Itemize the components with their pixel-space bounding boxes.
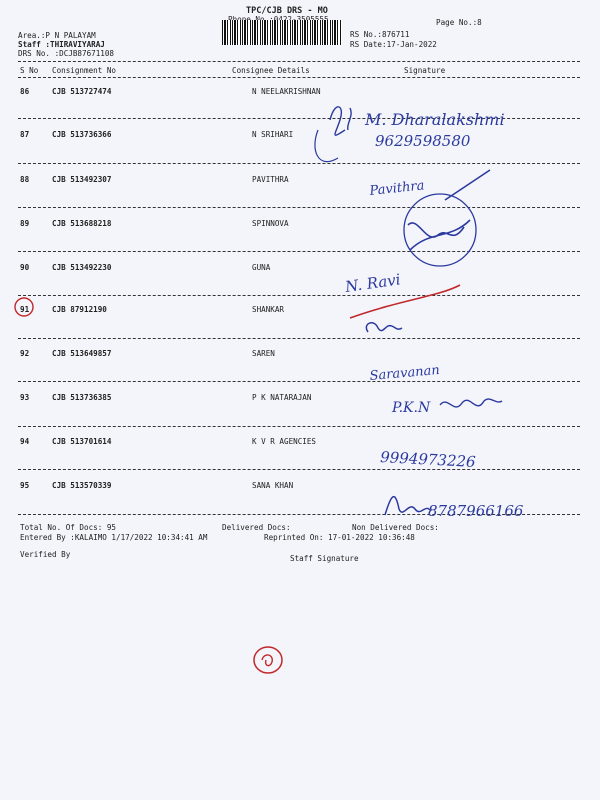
phone-95-text: 8787966166 [428,502,524,520]
signature-90-text: N. Ravi [344,270,402,296]
handwritten-scribble-87 [315,130,338,162]
rs-date: RS Date:17-Jan-2022 [350,40,437,49]
phone-94-text: 9994973226 [379,448,477,471]
red-mark-inner [262,655,272,666]
signature-93-text: P.K.N [392,400,431,416]
row-sno: 95 [20,481,30,490]
total-docs: Total No. Of Docs: 95 [20,523,117,532]
row-consignee: SANA KHAN [252,481,294,490]
row-consignee: N NEELAKRISHNAN [252,87,321,96]
handwritten-stroke-93 [440,399,502,407]
page-number: Page No.:8 [436,18,482,27]
staff-signature: Staff Signature [290,554,359,563]
row-sno: 94 [20,437,30,446]
row-consignment: CJB 513736366 [52,130,112,139]
column-signature: Signature [404,66,446,75]
row-consignment: CJB 87912190 [52,305,107,314]
row-consignee: P K NATARAJAN [252,393,312,402]
row-sno: 93 [20,393,30,402]
document-title: TPC/CJB DRS - MO [246,6,328,16]
row-sno: 88 [20,175,30,184]
row-consignee: K V R AGENCIES [252,437,317,446]
red-circle-mark [254,647,282,673]
verified-by: Verified By [20,550,71,559]
row-consignment: CJB 513492307 [52,175,112,184]
delivered-docs: Delivered Docs: [222,523,291,532]
column-consignment: Consignment No [52,66,117,75]
row-consignee: GUNA [252,263,271,272]
row-consignment: CJB 513727474 [52,87,112,96]
row-sno: 92 [20,349,30,358]
row-consignee: N SRIHARI [252,130,294,139]
reprinted-on: Reprinted On: 17-01-2022 10:36:48 [264,533,415,542]
row-consignment: CJB 513701614 [52,437,112,446]
row-sno: 87 [20,130,30,139]
row-consignment: CJB 513570339 [52,481,112,490]
signature-88-text: Pavithra [368,178,426,199]
handwritten-signature-95 [385,497,431,515]
row-sno: 91 [20,305,30,314]
column-consignee: Consignee Details [232,66,310,75]
row-consignee: SAREN [252,349,275,358]
drs-number: DRS No. :DCJB87671108 [18,49,115,58]
rs-number: RS No.:876711 [350,30,410,39]
signature-87-text: M. Dharalakshmi [365,110,505,129]
handwritten-signature-87 [330,107,351,135]
row-consignee: SHANKAR [252,305,285,314]
area-label: Area.:P N PALAYAM [18,31,96,40]
row-consignment: CJB 513736385 [52,393,112,402]
handwritten-signature-89 [408,220,470,250]
row-consignee: PAVITHRA [252,175,289,184]
row-consignment: CJB 513688218 [52,219,112,228]
column-sno: S No [20,66,39,75]
red-circle-sno-91 [15,298,33,316]
row-consignee: SPINNOVA [252,219,289,228]
handwritten-signature-91 [366,323,402,332]
row-sno: 90 [20,263,30,272]
staff-label: Staff :THIRAVIYARAJ [18,40,105,49]
row-consignment: CJB 513649857 [52,349,112,358]
row-sno: 89 [20,219,30,228]
phone-87-text: 9629598580 [375,132,471,150]
row-sno: 86 [20,87,30,96]
handwritten-circle-89 [404,194,476,266]
non-delivered-docs: Non Delivered Docs: [352,523,439,532]
row-consignment: CJB 513492230 [52,263,112,272]
signature-92-text: Saravanan [369,362,441,384]
entered-by: Entered By :KALAIMO 1/17/2022 10:34:41 AM [20,533,208,542]
